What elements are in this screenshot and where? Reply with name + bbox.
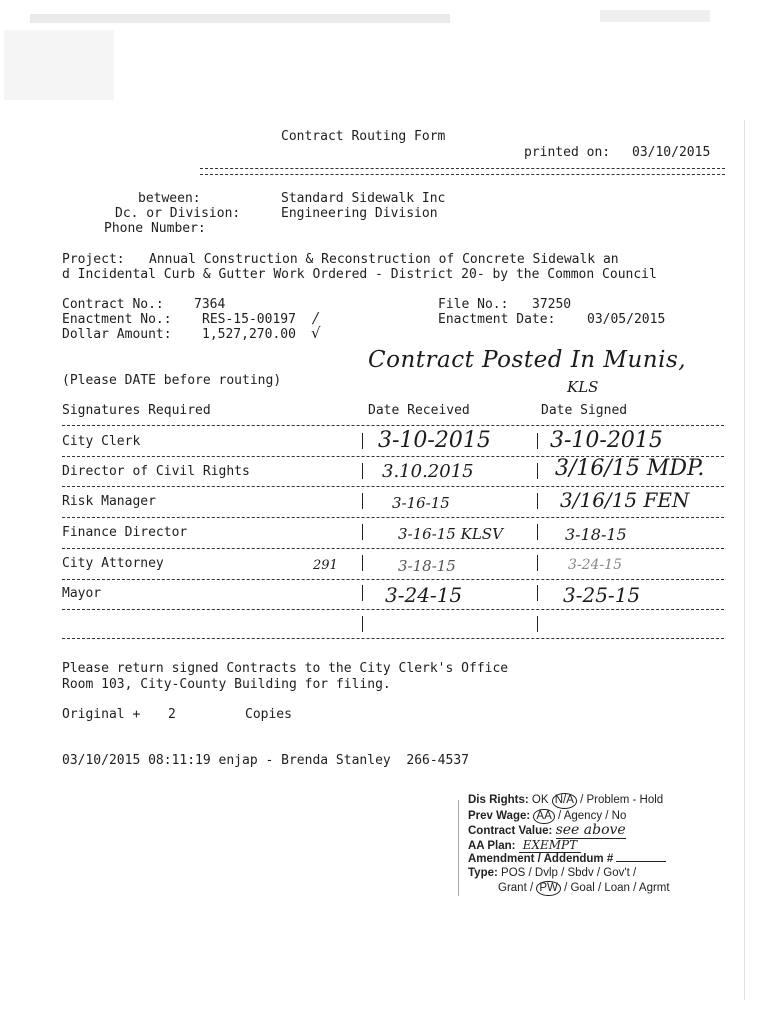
prev-wage-aa-circled: AA <box>533 809 554 825</box>
column-divider <box>362 433 363 449</box>
table-rule <box>62 425 724 426</box>
column-divider <box>537 493 538 509</box>
enactment-no: RES-15-00197 <box>202 312 296 327</box>
check-mark: / <box>313 309 319 327</box>
table-rule <box>62 579 724 580</box>
date-signed-value: 3-10-2015 <box>550 428 663 453</box>
enactment-date: 03/05/2015 <box>587 312 666 327</box>
scan-artifact-top <box>30 14 450 23</box>
scan-artifact-left <box>4 30 114 100</box>
column-divider <box>362 616 363 632</box>
review-stamp <box>468 793 708 896</box>
type-label: Type: <box>468 866 498 879</box>
scan-artifact-top-right <box>600 10 710 22</box>
signature-role: Finance Director <box>62 525 188 540</box>
copies-count: 2 <box>168 707 176 722</box>
table-rule <box>62 609 724 610</box>
date-signed-header: Date Signed <box>541 403 628 418</box>
type-goal: / Goal <box>564 881 595 894</box>
stamp-type <box>468 867 708 881</box>
stamp-left-border <box>458 800 459 896</box>
prev-wage-rest: / Agency / No <box>557 809 627 822</box>
printed-on-label: printed on: <box>524 145 611 160</box>
contract-value-label: Contract Value: <box>468 825 553 838</box>
date-signed-value: 3-24-15 <box>568 557 622 573</box>
project-line2: d Incidental Curb & Gutter Work Ordered - District 20- by the Common Council <box>62 267 657 282</box>
table-rule <box>62 486 724 487</box>
column-divider <box>362 555 363 571</box>
date-received-value: 3-10-2015 <box>378 428 491 453</box>
type-grant: Grant / <box>498 881 534 894</box>
dept-value: Engineering Division <box>281 206 438 221</box>
project-label: Project: <box>62 252 125 267</box>
aa-plan-label: AA Plan: <box>468 839 516 852</box>
column-divider <box>362 524 363 540</box>
enactment-no-label: Enactment No.: <box>62 312 172 327</box>
signature-role: Risk Manager <box>62 494 156 509</box>
date-signed-value: 3/16/15 FEN <box>560 488 690 512</box>
date-received-value: 3-18-15 <box>398 557 456 575</box>
footer-line: 03/10/2015 08:11:19 enjap - Brenda Stanley 266-4537 <box>62 753 469 768</box>
copies-label: Copies <box>245 707 292 722</box>
signature-role: City Clerk <box>62 434 141 449</box>
column-divider <box>537 524 538 540</box>
stamp-dis-rights <box>468 793 708 809</box>
column-divider <box>537 585 538 601</box>
return-instruction-line1: Please return signed Contracts to the City Clerk's Office <box>62 661 509 676</box>
table-rule <box>62 638 724 639</box>
date-received-value: 3-16-15 <box>392 494 450 512</box>
date-received-value: 3-24-15 <box>385 583 463 607</box>
column-divider <box>362 493 363 509</box>
handwritten-posted-note: Contract Posted In Munis, <box>368 347 687 373</box>
dollar-amount: 1,527,270.00 <box>202 327 296 342</box>
contract-no-label: Contract No.: <box>62 297 164 312</box>
type-options: POS / Dvlp / Sbdv / Gov't / <box>501 866 637 879</box>
contract-value-handwritten: see above <box>555 822 626 839</box>
date-signed-value: 3/16/15 MDP. <box>555 456 705 481</box>
dis-rights-na-circled: N/A <box>552 793 577 809</box>
file-no: 37250 <box>532 297 572 312</box>
amendment-blank <box>616 861 666 862</box>
contract-no: 7364 <box>194 297 226 312</box>
date-signed-value: 3-25-15 <box>563 583 641 607</box>
signatures-header: Signatures Required <box>62 403 211 418</box>
handwritten-initials: KLS <box>567 378 599 396</box>
column-divider <box>537 555 538 571</box>
original-label: Original + <box>62 707 141 722</box>
column-divider <box>537 433 538 449</box>
date-received-value: 3.10.2015 <box>382 461 474 482</box>
project-line1: Annual Construction & Reconstruction of Concrete Sidewalk an <box>149 252 619 267</box>
signature-role: Mayor <box>62 586 102 601</box>
dept-label: Dc. or Division: <box>115 206 241 221</box>
type-pw-circled: PW <box>536 881 561 897</box>
dollar-amount-label: Dollar Amount: <box>62 327 172 342</box>
file-no-label: File No.: <box>438 297 509 312</box>
signature-role: City Attorney <box>62 556 164 571</box>
dis-rights-ok: OK <box>531 794 549 806</box>
dis-rights-rest: / Problem - Hold <box>580 794 664 806</box>
stamp-aa-plan <box>468 839 708 854</box>
phone-label: Phone Number: <box>104 221 206 236</box>
printed-on-date: 03/10/2015 <box>632 145 711 160</box>
date-signed-value: 3-18-15 <box>565 525 627 544</box>
column-divider <box>362 585 363 601</box>
attorney-margin-note: 291 <box>313 558 338 573</box>
date-received-header: Date Received <box>368 403 470 418</box>
stamp-type-row2 <box>468 881 708 897</box>
between-value: Standard Sidewalk Inc <box>281 191 446 206</box>
column-divider <box>537 616 538 632</box>
scan-artifact-right-edge <box>744 120 745 1000</box>
dis-rights-label: Dis Rights: <box>468 794 529 806</box>
table-rule <box>62 548 724 549</box>
return-instruction-line2: Room 103, City-County Building for filing. <box>62 677 391 692</box>
amendment-label: Amendment / Addendum # <box>468 853 614 866</box>
form-title: Contract Routing Form <box>281 129 446 144</box>
routing-instruction: (Please DATE before routing) <box>62 373 282 388</box>
header-double-rule <box>200 168 725 175</box>
prev-wage-label: Prev Wage: <box>468 809 531 822</box>
type-loan: / Loan / Agrmt <box>597 881 670 894</box>
check-mark: √ <box>311 324 321 342</box>
stamp-amendment <box>468 853 708 867</box>
signature-role: Director of Civil Rights <box>62 464 250 479</box>
enactment-date-label: Enactment Date: <box>438 312 556 327</box>
aa-plan-handwritten: EXEMPT <box>519 838 581 853</box>
stamp-contract-value <box>468 824 708 839</box>
column-divider <box>362 463 363 479</box>
table-rule <box>62 517 724 518</box>
between-label: between: <box>138 191 201 206</box>
column-divider <box>537 463 538 479</box>
date-received-value: 3-16-15 KLSV <box>398 525 503 543</box>
